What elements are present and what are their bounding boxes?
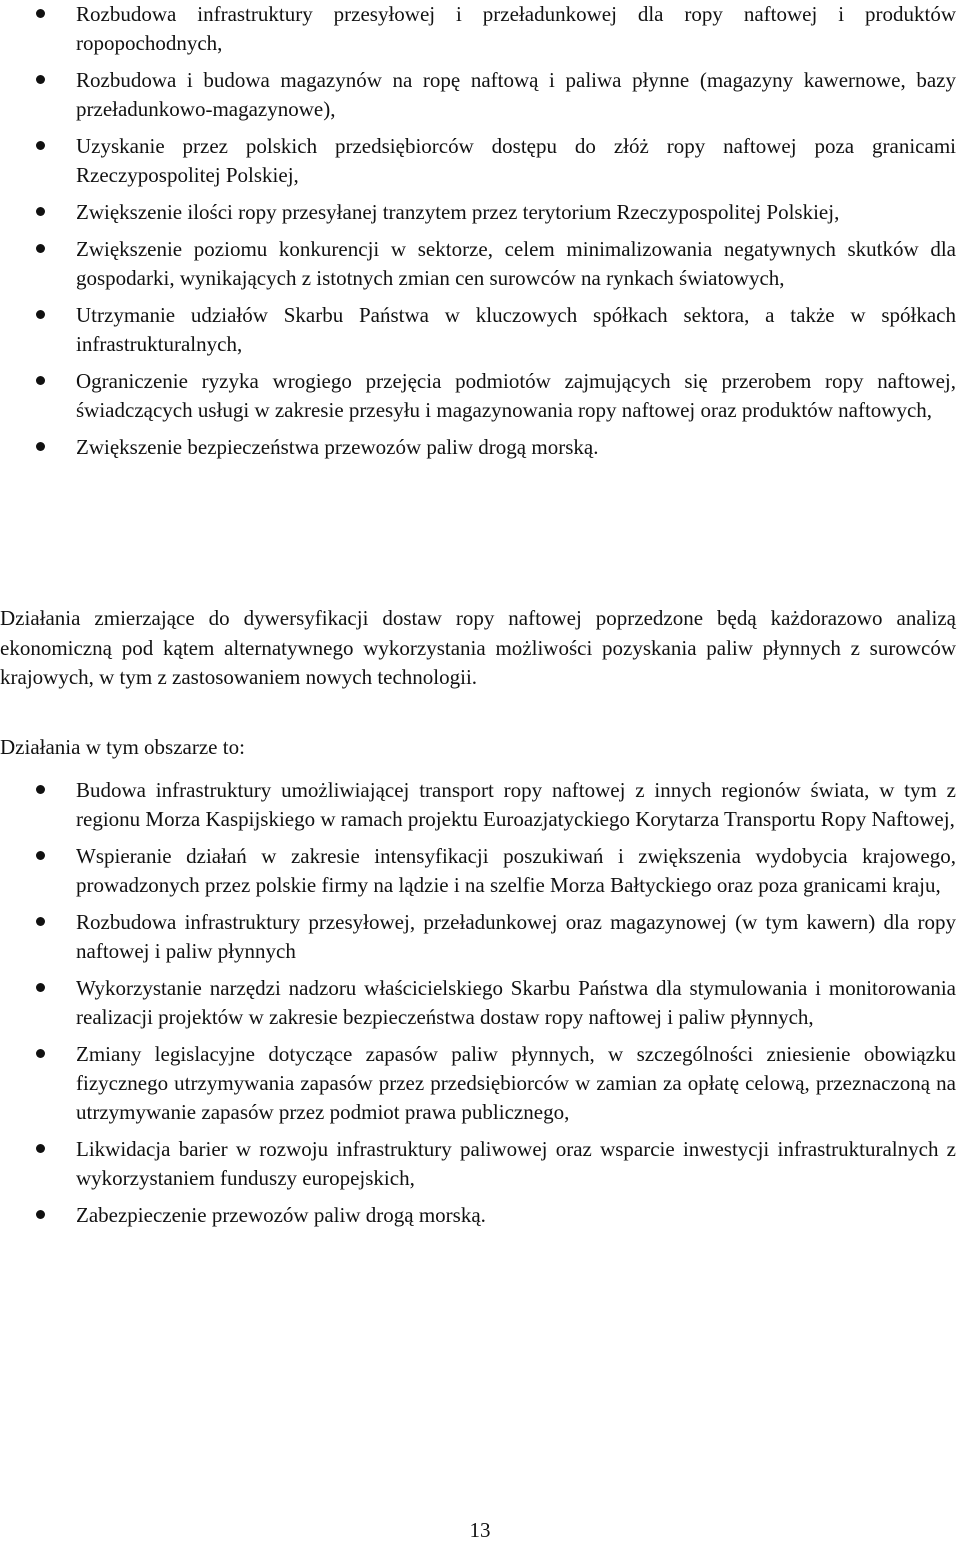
list-item-text: Rozbudowa i budowa magazynów na ropę naftową i paliwa płynne (magazyny kawernowe, bazy przeładunkowo-magazynowe), [76, 68, 956, 121]
bullet-icon [36, 376, 45, 385]
list-item-text: Zabezpieczenie przewozów paliw drogą morską. [76, 1203, 486, 1227]
bullet-icon [36, 1049, 45, 1058]
bullet-icon [36, 785, 45, 794]
list-item [0, 235, 956, 293]
list-item [0, 433, 956, 462]
bullet-list-actions [0, 776, 956, 1238]
list-item-text: Wykorzystanie narzędzi nadzoru właścicielskiego Skarbu Państwa dla stymulowania i monitorowania realizacji projektów w zakresie bezpieczeństwa dostaw ropy naftowej i paliw płynnych, [76, 976, 956, 1029]
list-item [0, 1201, 956, 1230]
list-item-text: Likwidacja barier w rozwoju infrastruktury paliwowej oraz wsparcie inwestycji infrastrukturalnych z wykorzystaniem funduszy europejskich, [76, 1137, 956, 1190]
bullet-icon [36, 207, 45, 216]
list-item-text: Rozbudowa infrastruktury przesyłowej, przeładunkowej oraz magazynowej (w tym kawern) dla ropy naftowej i paliw płynnych [76, 910, 956, 963]
list-item [0, 908, 956, 966]
list-item-text: Uzyskanie przez polskich przedsiębiorców dostępu do złóż ropy naftowej poza granicami Rzeczypospolitej Polskiej, [76, 134, 956, 187]
list-item-text: Rozbudowa infrastruktury przesyłowej i przeładunkowej dla ropy naftowej i produktów ropopochodnych, [76, 2, 956, 55]
bullet-icon [36, 244, 45, 253]
bullet-icon [36, 983, 45, 992]
list-item-text: Budowa infrastruktury umożliwiającej transport ropy naftowej z innych regionów świata, w tym z regionu Morza Kaspijskiego w ramach projektu Euroazjatyckiego Korytarza Transportu Ropy Naftowej, [76, 778, 956, 831]
list-item [0, 367, 956, 425]
list-item [0, 198, 956, 227]
list-item [0, 1040, 956, 1127]
list-item [0, 1135, 956, 1193]
list-item [0, 66, 956, 124]
bullet-list-goals [0, 0, 956, 470]
page-number: 13 [469, 1518, 491, 1542]
list-item [0, 301, 956, 359]
bullet-icon [36, 75, 45, 84]
list-item-text: Zmiany legislacyjne dotyczące zapasów paliw płynnych, w szczególności zniesienie obowiązku fizycznego utrzymywania zapasów przez przedsiębiorców w zamian za opłatę celową, przeznaczoną na utrzymywanie zapasów przez podmiot prawa publicznego, [76, 1042, 956, 1124]
bullet-icon [36, 442, 45, 451]
list-item-text: Zwiększenie poziomu konkurencji w sektorze, celem minimalizowania negatywnych skutków dla gospodarki, wynikających z istotnych zmian cen surowców na rynkach światowych, [76, 237, 956, 290]
bullet-icon [36, 9, 45, 18]
bullet-icon [36, 1144, 45, 1153]
list-item-text: Zwiększenie ilości ropy przesyłanej tranzytem przez terytorium Rzeczypospolitej Polskiej, [76, 200, 840, 224]
list-item [0, 842, 956, 900]
bullet-icon [36, 917, 45, 926]
paragraph-actions-intro: Działania w tym obszarze to: [0, 735, 245, 759]
list-item-text: Zwiększenie bezpieczeństwa przewozów paliw drogą morską. [76, 435, 599, 459]
list-item [0, 776, 956, 834]
bullet-icon [36, 851, 45, 860]
list-item-text: Ograniczenie ryzyka wrogiego przejęcia podmiotów zajmujących się przerobem ropy naftowej, świadczących usługi w zakresie przesyłu i magazynowania ropy naftowej oraz produktów naftowych, [76, 369, 956, 422]
bullet-icon [36, 310, 45, 319]
list-item [0, 132, 956, 190]
bullet-icon [36, 141, 45, 150]
list-item-text: Wspieranie działań w zakresie intensyfikacji poszukiwań i zwiększenia wydobycia krajowego, prowadzonych przez polskie firmy na lądzie i na szelfie Morza Bałtyckiego oraz poza granicami kraju, [76, 844, 956, 897]
list-item-text: Utrzymanie udziałów Skarbu Państwa w kluczowych spółkach sektora, a także w spółkach infrastrukturalnych, [76, 303, 956, 356]
list-item [0, 974, 956, 1032]
bullet-icon [36, 1210, 45, 1219]
paragraph-diversification: Działania zmierzające do dywersyfikacji dostaw ropy naftowej poprzedzone będą każdorazowo analizą ekonomiczną pod kątem alternatywnego wykorzystania możliwości pozyskania paliw płynnych z surowców krajowych, w tym z zastosowaniem nowych technologii. [0, 606, 956, 689]
list-item [0, 0, 956, 58]
